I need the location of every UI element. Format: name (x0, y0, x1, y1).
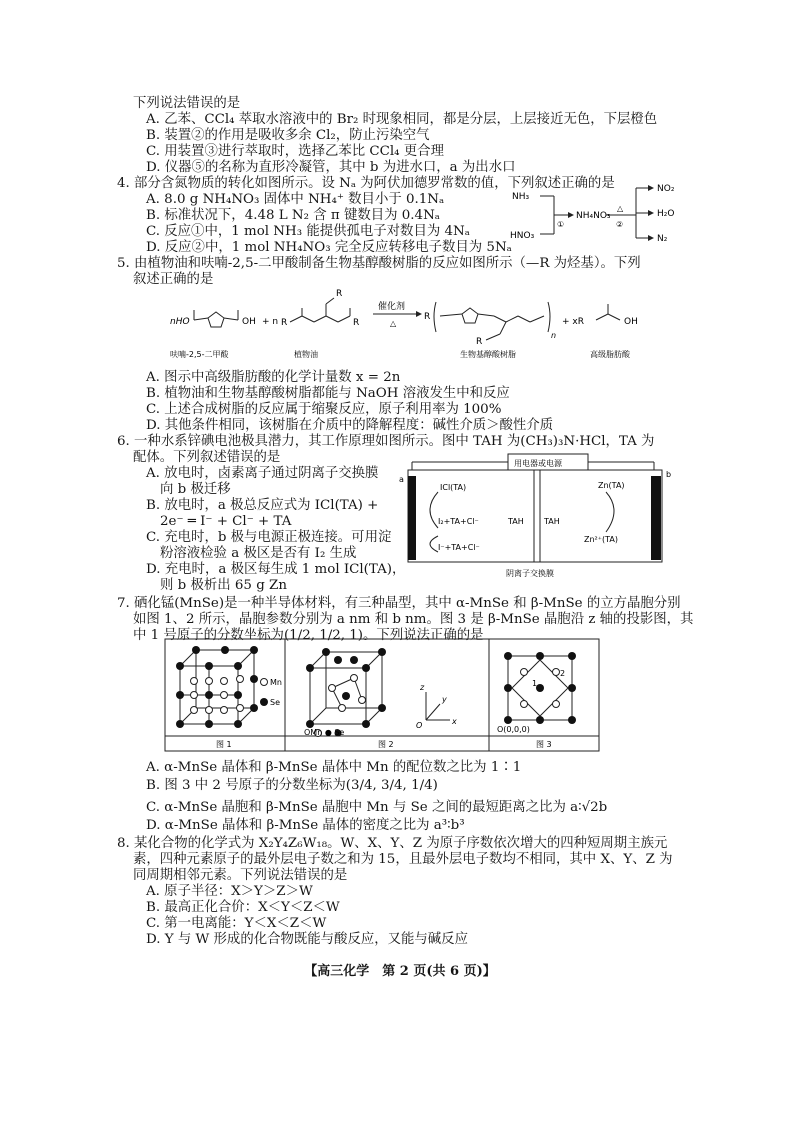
q4-option-c: C. 反应①中，1 mol NH₃ 能提供孤电子对数目为 4Nₐ (146, 224, 470, 239)
q3-option-a: A. 乙苯、CCl₄ 萃取水溶液中的 Br₂ 时现象相同，都是分层，上层接近无色，下层橙色 (146, 112, 658, 127)
q8-option-d: D. Y 与 W 形成的化合物既能与酸反应，又能与碱反应 (146, 932, 468, 947)
q4-option-b: B. 标准状况下，4.48 L N₂ 含 π 键数目为 0.4Nₐ (146, 208, 440, 223)
hno3-label: HNO₃ (510, 231, 535, 241)
q7-option-a: A. α-MnSe 晶体和 β-MnSe 晶体中 Mn 的配位数之比为 1∶1 (146, 760, 522, 775)
resin-caption: 生物基醇酸树脂 (460, 350, 516, 359)
q8-stem-line2: 素，四种元素原子的最外层电子数之和为 15，且最外层电子数均不相同，其中 X、Y、Z 为 (133, 852, 673, 867)
q4-option-d: D. 反应②中，1 mol NH₄NO₃ 完全反应转移电子数目为 5Nₐ (146, 240, 512, 255)
plus-n-label: + n (262, 317, 279, 327)
axis-y-label: y (442, 695, 447, 704)
q6-option-d-line1: D. 充电时，a 极区每生成 1 mol ICl(TA)， (146, 562, 406, 577)
axis-z-label: z (420, 683, 425, 692)
zn-ta-label: Zn(TA) (598, 481, 625, 490)
load-or-source-label: 用电器或电源 (514, 459, 562, 468)
polymer-r-left: R (424, 312, 431, 322)
reaction-2-label: ② (616, 220, 624, 229)
acid-oh-label: OH (624, 317, 638, 327)
atom-2-label: 2 (560, 669, 566, 678)
page-footer: 【高三化学 第 2 页(共 6 页)】 (304, 964, 496, 979)
q7-stem-line2: 如图 1、2 所示，晶胞参数分别为 a nm 和 b nm。图 3 是 β-MnSe 晶胞沿 z 轴的投影图，其 (133, 612, 694, 627)
electrode-b-label: b (666, 470, 672, 479)
atom-1-label: 1 (532, 679, 538, 688)
q7-stem-line3: 中 1 号原子的分数坐标为(1/2, 1/2, 1)。下列说法正确的是 (133, 628, 484, 643)
furan-oh-label: OH (242, 317, 256, 327)
q5-option-b: B. 植物油和生物基醇酸树脂都能与 NaOH 溶液发生中和反应 (146, 386, 510, 401)
q3-option-d: D. 仪器⑤的名称为直形冷凝管，其中 b 为进水口，a 为出水口 (146, 160, 516, 175)
axis-x-label: x (452, 717, 457, 726)
fig1-caption: 图 1 (216, 740, 232, 749)
q6-option-b-line1: B. 放电时，a 极总反应式为 ICl(TA) + (146, 498, 379, 513)
fig2-legend: OMn ● Se (304, 728, 345, 737)
no2-label: NO₂ (657, 184, 675, 194)
q8-option-b: B. 最高正化合价：X＜Y＜Z＜W (146, 900, 340, 915)
q4-option-a: A. 8.0 g NH₄NO₃ 固体中 NH₄⁺ 数目小于 0.1Nₐ (146, 192, 445, 207)
heat-symbol: △ (390, 319, 397, 328)
q5-stem-line2: 叙述正确的是 (133, 272, 214, 287)
oil-r-right: R (353, 318, 360, 328)
q3-option-b: B. 装置②的作用是吸收多余 Cl₂，防止污染空气 (146, 128, 430, 143)
q6-option-a-line2: 向 b 极迁移 (160, 482, 231, 497)
q7-option-b: B. 图 3 中 2 号原子的分数坐标为(3/4, 3/4, 1/4) (146, 778, 438, 793)
crystal-structure-figures (164, 638, 600, 754)
q8-stem-line1: 8. 某化合物的化学式为 X₂Y₄Z₆W₁₈。W、X、Y、Z 为原子序数依次增大的四种短周期主族元 (117, 836, 668, 851)
q6-stem-line2: 配体。下列叙述错误的是 (133, 450, 281, 465)
q5-option-d: D. 其他条件相同，该树脂在介质中的降解程度：碱性介质＞酸性介质 (146, 418, 554, 433)
q7-option-c: C. α-MnSe 晶胞和 β-MnSe 晶胞中 Mn 与 Se 之间的最短距离之比为 a∶√2b (146, 800, 608, 815)
q8-stem-line3: 同周期相邻元素。下列说法错误的是 (133, 868, 348, 883)
q7-stem-line1: 7. 硒化锰(MnSe)是一种半导体材料，有三种晶型，其中 α-MnSe 和 β-MnSe 的立方晶胞分别 (117, 596, 681, 611)
q4-stem: 4. 部分含氮物质的转化如图所示。设 Nₐ 为阿伏加德罗常数的值，下列叙述正确的是 (117, 176, 615, 191)
q3-stem: 下列说法错误的是 (133, 96, 241, 111)
q8-option-a: A. 原子半径：X＞Y＞Z＞W (146, 884, 313, 899)
q6-option-a-line1: A. 放电时，卤素离子通过阴离子交换膜 (146, 466, 379, 481)
q3-option-c: C. 用装置③进行萃取时，选择乙苯比 CCl₄ 更合理 (146, 144, 444, 159)
polymer-r-sub: R (476, 337, 483, 347)
q8-option-c: C. 第一电离能：Y＜X＜Z＜W (146, 916, 327, 931)
q5-option-a: A. 图示中高级脂肪酸的化学计量数 x = 2n (146, 370, 401, 385)
fig2-caption: 图 2 (378, 740, 394, 749)
furan-n-label: nHO (170, 317, 190, 327)
legend-mn-label: Mn (270, 678, 282, 687)
tah-right-label: TAH (544, 517, 560, 526)
species-i2-ta-cl: I₂+TA+Cl⁻ (438, 517, 479, 526)
legend-se-label: Se (270, 698, 280, 707)
species-i-ta-cl: I⁻+TA+Cl⁻ (438, 543, 480, 552)
q7-option-d: D. α-MnSe 晶体和 β-MnSe 晶体的密度之比为 a³∶b³ (146, 818, 465, 833)
catalyst-label: 催化剂 (378, 302, 406, 312)
oil-r-left: R (281, 318, 288, 328)
polymer-n: n (551, 331, 557, 340)
heat-symbol: △ (617, 204, 624, 213)
fig3-caption: 图 3 (536, 740, 552, 749)
q6-stem-line1: 6. 一种水系锌碘电池极具潜力，其工作原理如图所示。图中 TAH 为(CH₃)₃N·HCl，TA 为 (117, 434, 655, 449)
fatty-acid-caption: 高级脂肪酸 (590, 350, 630, 359)
nh4no3-label: NH₄NO₃ (576, 211, 611, 221)
zinc-iodine-battery-diagram (398, 452, 678, 582)
zn2-ta-label: Zn²⁺(TA) (584, 535, 618, 544)
q6-option-d-line2: 则 b 极析出 65 g Zn (160, 578, 287, 593)
q6-option-c-line1: C. 充电时，b 极与电源正极连接。可用淀 (146, 530, 392, 545)
furan-caption: 呋喃-2,5-二甲酸 (170, 350, 229, 359)
oil-r-top: R (336, 289, 343, 299)
q5-stem-line1: 5. 由植物油和呋喃-2,5-二甲酸制备生物基醇酸树脂的反应如图所示（—R 为烃基）。下列 (117, 256, 641, 271)
q6-option-c-line2: 粉溶液检验 a 极区是否有 I₂ 生成 (160, 546, 357, 561)
species-icl-ta: ICl(TA) (440, 483, 467, 492)
membrane-label: 阴离子交换膜 (506, 569, 554, 578)
reaction-1-label: ① (557, 220, 565, 229)
q6-option-b-line2: 2e⁻ ═ I⁻ + Cl⁻ + TA (160, 514, 292, 529)
nitrogen-conversion-diagram (510, 182, 695, 244)
nh3-label: NH₃ (512, 192, 530, 202)
resin-reaction-scheme (170, 284, 660, 364)
plus-x-label: + xR (562, 317, 584, 327)
axis-origin-label: O (416, 721, 423, 730)
tah-left-label: TAH (508, 517, 524, 526)
origin-label: O(0,0,0) (497, 725, 530, 734)
oil-caption: 植物油 (294, 350, 318, 359)
h2o-label: H₂O (657, 209, 675, 219)
n2-label: N₂ (657, 234, 668, 244)
q5-option-c: C. 上述合成树脂的反应属于缩聚反应，原子利用率为 100% (146, 402, 502, 417)
electrode-a-label: a (399, 475, 404, 484)
